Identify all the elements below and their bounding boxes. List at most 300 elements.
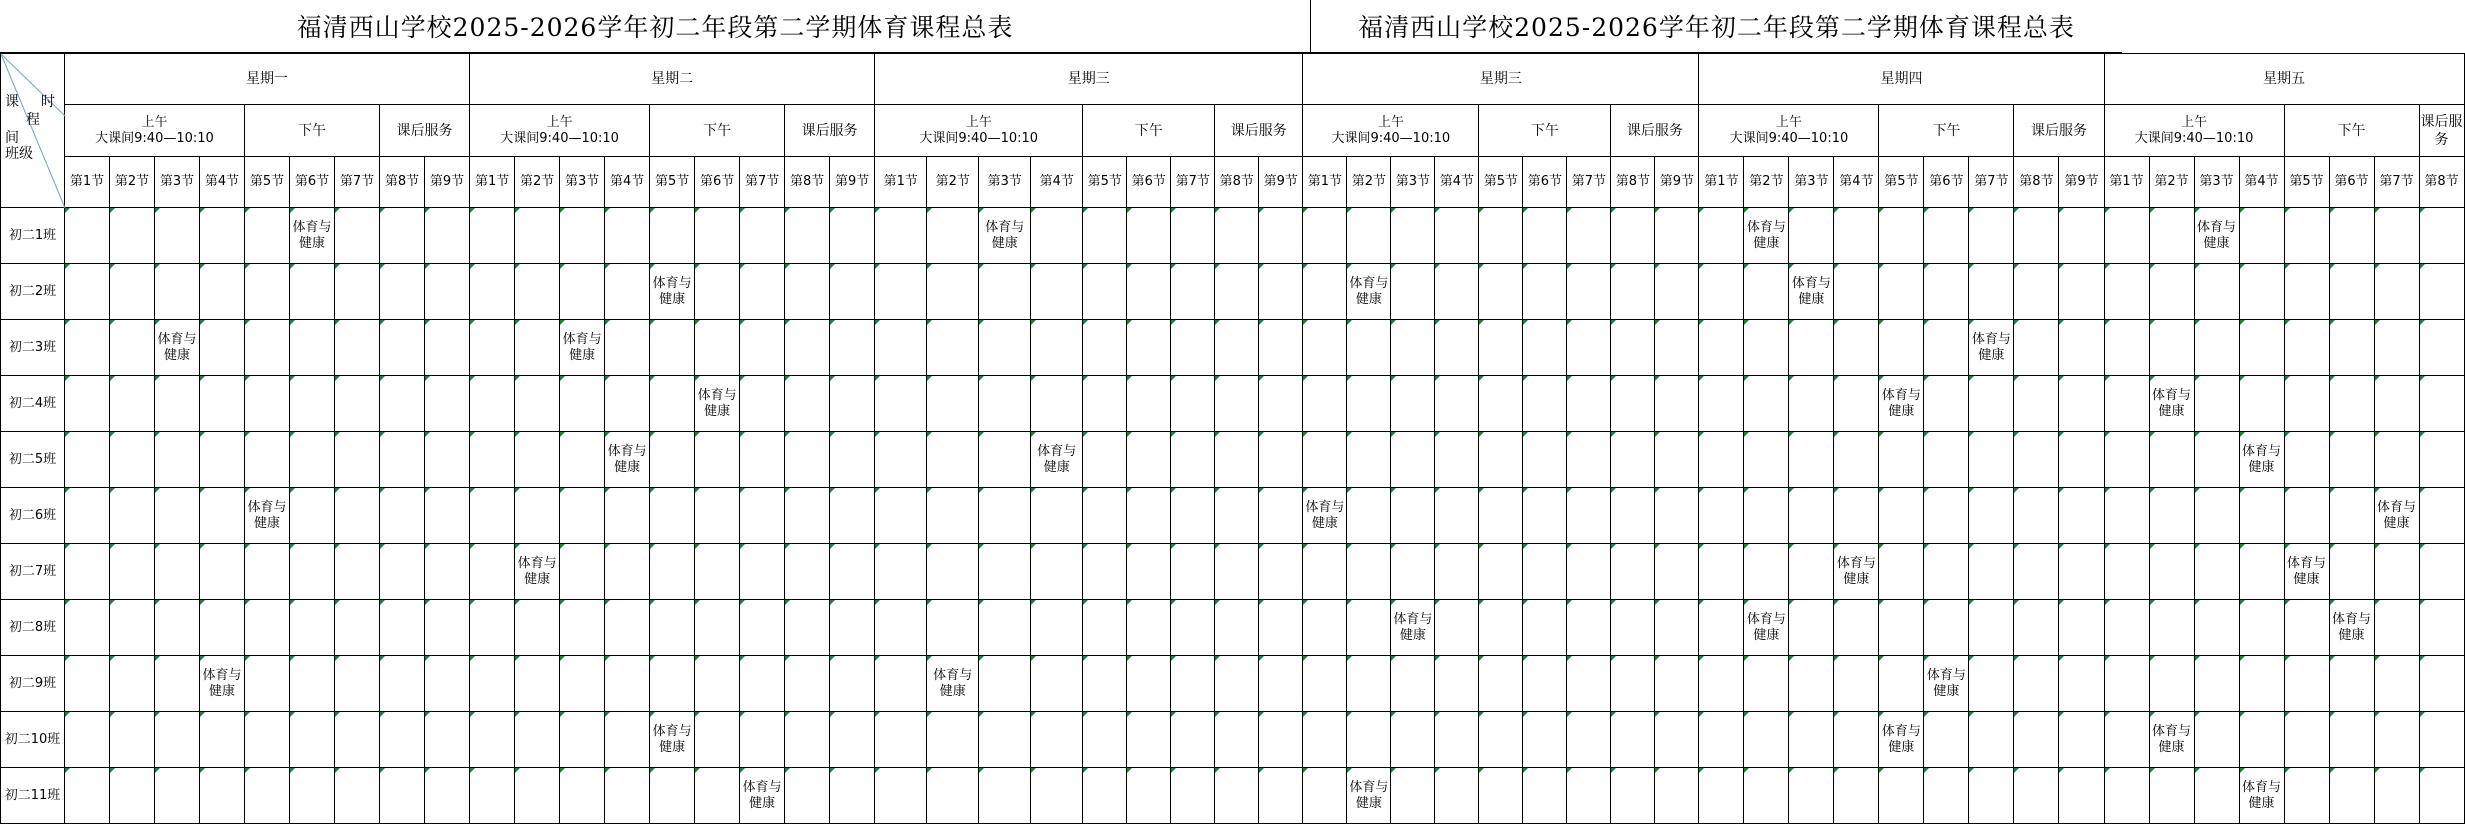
empty-slot-cell[interactable] [605,656,650,712]
empty-slot-cell[interactable] [1924,488,1969,544]
empty-slot-cell[interactable] [1031,208,1083,264]
empty-slot-cell[interactable] [560,768,605,824]
empty-slot-cell[interactable] [830,320,875,376]
empty-slot-cell[interactable] [1655,544,1699,600]
empty-slot-cell[interactable] [2194,320,2239,376]
empty-slot-cell[interactable] [1215,264,1259,320]
empty-slot-cell[interactable] [1699,208,1744,264]
empty-slot-cell[interactable] [1127,488,1171,544]
empty-slot-cell[interactable] [1879,488,1924,544]
empty-slot-cell[interactable] [425,544,470,600]
empty-slot-cell[interactable] [2149,656,2194,712]
empty-slot-cell[interactable] [1435,544,1479,600]
empty-slot-cell[interactable] [1567,656,1611,712]
empty-slot-cell[interactable] [1171,376,1215,432]
empty-slot-cell[interactable] [2014,488,2059,544]
empty-slot-cell[interactable] [560,600,605,656]
empty-slot-cell[interactable] [1303,376,1347,432]
empty-slot-cell[interactable] [1031,264,1083,320]
empty-slot-cell[interactable] [650,208,695,264]
empty-slot-cell[interactable] [1744,320,1789,376]
empty-slot-cell[interactable] [1969,768,2014,824]
empty-slot-cell[interactable] [1523,264,1567,320]
empty-slot-cell[interactable] [1924,320,1969,376]
empty-slot-cell[interactable] [65,656,110,712]
empty-slot-cell[interactable] [2149,320,2194,376]
empty-slot-cell[interactable] [200,320,245,376]
empty-slot-cell[interactable] [830,712,875,768]
empty-slot-cell[interactable] [1789,600,1834,656]
empty-slot-cell[interactable] [1347,544,1391,600]
empty-slot-cell[interactable] [875,600,927,656]
empty-slot-cell[interactable] [290,320,335,376]
empty-slot-cell[interactable] [65,376,110,432]
empty-slot-cell[interactable] [290,376,335,432]
empty-slot-cell[interactable] [2284,264,2329,320]
empty-slot-cell[interactable] [2284,208,2329,264]
empty-slot-cell[interactable] [2374,208,2419,264]
empty-slot-cell[interactable] [1699,264,1744,320]
pe-class-cell[interactable]: 体育与 健康 [1031,432,1083,488]
empty-slot-cell[interactable] [245,376,290,432]
empty-slot-cell[interactable] [2059,656,2104,712]
empty-slot-cell[interactable] [2104,656,2149,712]
empty-slot-cell[interactable] [1479,264,1523,320]
pe-class-cell[interactable]: 体育与 健康 [155,320,200,376]
empty-slot-cell[interactable] [605,600,650,656]
empty-slot-cell[interactable] [200,208,245,264]
empty-slot-cell[interactable] [1391,264,1435,320]
empty-slot-cell[interactable] [2149,488,2194,544]
empty-slot-cell[interactable] [1083,544,1127,600]
pe-class-cell[interactable]: 体育与 健康 [650,712,695,768]
empty-slot-cell[interactable] [927,712,979,768]
empty-slot-cell[interactable] [650,488,695,544]
empty-slot-cell[interactable] [1031,656,1083,712]
empty-slot-cell[interactable] [425,656,470,712]
empty-slot-cell[interactable] [740,264,785,320]
empty-slot-cell[interactable] [1523,432,1567,488]
empty-slot-cell[interactable] [2014,320,2059,376]
empty-slot-cell[interactable] [1303,264,1347,320]
empty-slot-cell[interactable] [1259,432,1303,488]
empty-slot-cell[interactable] [200,264,245,320]
empty-slot-cell[interactable] [1391,208,1435,264]
empty-slot-cell[interactable] [1171,712,1215,768]
empty-slot-cell[interactable] [695,208,740,264]
empty-slot-cell[interactable] [1435,600,1479,656]
empty-slot-cell[interactable] [470,768,515,824]
empty-slot-cell[interactable] [2014,712,2059,768]
empty-slot-cell[interactable] [1215,600,1259,656]
empty-slot-cell[interactable] [1083,208,1127,264]
empty-slot-cell[interactable] [2239,488,2284,544]
empty-slot-cell[interactable] [470,488,515,544]
empty-slot-cell[interactable] [2239,320,2284,376]
empty-slot-cell[interactable] [1259,376,1303,432]
empty-slot-cell[interactable] [1699,544,1744,600]
empty-slot-cell[interactable] [2059,376,2104,432]
empty-slot-cell[interactable] [927,376,979,432]
empty-slot-cell[interactable] [2194,656,2239,712]
empty-slot-cell[interactable] [2419,600,2464,656]
empty-slot-cell[interactable] [425,264,470,320]
empty-slot-cell[interactable] [470,208,515,264]
empty-slot-cell[interactable] [2149,544,2194,600]
pe-class-cell[interactable]: 体育与 健康 [2374,488,2419,544]
empty-slot-cell[interactable] [2104,544,2149,600]
empty-slot-cell[interactable] [2419,712,2464,768]
empty-slot-cell[interactable] [1435,712,1479,768]
empty-slot-cell[interactable] [1699,320,1744,376]
empty-slot-cell[interactable] [155,488,200,544]
empty-slot-cell[interactable] [785,264,830,320]
empty-slot-cell[interactable] [1789,208,1834,264]
empty-slot-cell[interactable] [875,488,927,544]
empty-slot-cell[interactable] [1655,432,1699,488]
empty-slot-cell[interactable] [2239,376,2284,432]
empty-slot-cell[interactable] [2419,432,2464,488]
empty-slot-cell[interactable] [1127,264,1171,320]
empty-slot-cell[interactable] [1924,208,1969,264]
empty-slot-cell[interactable] [1879,208,1924,264]
empty-slot-cell[interactable] [1303,712,1347,768]
empty-slot-cell[interactable] [560,376,605,432]
empty-slot-cell[interactable] [785,656,830,712]
empty-slot-cell[interactable] [605,320,650,376]
empty-slot-cell[interactable] [650,600,695,656]
empty-slot-cell[interactable] [290,600,335,656]
pe-class-cell[interactable]: 体育与 健康 [2239,768,2284,824]
empty-slot-cell[interactable] [1834,320,1879,376]
pe-class-cell[interactable]: 体育与 健康 [1834,544,1879,600]
empty-slot-cell[interactable] [335,432,380,488]
empty-slot-cell[interactable] [65,712,110,768]
empty-slot-cell[interactable] [560,488,605,544]
pe-class-cell[interactable]: 体育与 健康 [1303,488,1347,544]
empty-slot-cell[interactable] [200,768,245,824]
empty-slot-cell[interactable] [2239,712,2284,768]
empty-slot-cell[interactable] [695,320,740,376]
empty-slot-cell[interactable] [1924,600,1969,656]
empty-slot-cell[interactable] [1215,712,1259,768]
empty-slot-cell[interactable] [1789,712,1834,768]
empty-slot-cell[interactable] [2104,264,2149,320]
empty-slot-cell[interactable] [927,320,979,376]
empty-slot-cell[interactable] [425,488,470,544]
empty-slot-cell[interactable] [110,656,155,712]
empty-slot-cell[interactable] [1031,488,1083,544]
empty-slot-cell[interactable] [605,544,650,600]
empty-slot-cell[interactable] [65,208,110,264]
empty-slot-cell[interactable] [605,768,650,824]
empty-slot-cell[interactable] [110,544,155,600]
empty-slot-cell[interactable] [2329,488,2374,544]
empty-slot-cell[interactable] [830,544,875,600]
empty-slot-cell[interactable] [875,264,927,320]
empty-slot-cell[interactable] [1303,432,1347,488]
empty-slot-cell[interactable] [515,712,560,768]
pe-class-cell[interactable]: 体育与 健康 [245,488,290,544]
empty-slot-cell[interactable] [1969,432,2014,488]
empty-slot-cell[interactable] [2284,768,2329,824]
empty-slot-cell[interactable] [2014,656,2059,712]
empty-slot-cell[interactable] [110,712,155,768]
empty-slot-cell[interactable] [1744,488,1789,544]
empty-slot-cell[interactable] [2059,264,2104,320]
empty-slot-cell[interactable] [1523,600,1567,656]
empty-slot-cell[interactable] [2104,208,2149,264]
empty-slot-cell[interactable] [1215,488,1259,544]
empty-slot-cell[interactable] [470,544,515,600]
empty-slot-cell[interactable] [290,544,335,600]
empty-slot-cell[interactable] [515,376,560,432]
empty-slot-cell[interactable] [1924,432,1969,488]
empty-slot-cell[interactable] [927,264,979,320]
empty-slot-cell[interactable] [425,376,470,432]
pe-class-cell[interactable]: 体育与 健康 [515,544,560,600]
empty-slot-cell[interactable] [110,488,155,544]
empty-slot-cell[interactable] [1303,600,1347,656]
empty-slot-cell[interactable] [1567,712,1611,768]
empty-slot-cell[interactable] [470,320,515,376]
empty-slot-cell[interactable] [2014,600,2059,656]
empty-slot-cell[interactable] [110,264,155,320]
empty-slot-cell[interactable] [2149,208,2194,264]
empty-slot-cell[interactable] [1879,320,1924,376]
empty-slot-cell[interactable] [2374,768,2419,824]
empty-slot-cell[interactable] [1347,320,1391,376]
empty-slot-cell[interactable] [1215,656,1259,712]
empty-slot-cell[interactable] [245,712,290,768]
empty-slot-cell[interactable] [1611,544,1655,600]
empty-slot-cell[interactable] [605,488,650,544]
empty-slot-cell[interactable] [1789,544,1834,600]
empty-slot-cell[interactable] [740,320,785,376]
empty-slot-cell[interactable] [740,432,785,488]
empty-slot-cell[interactable] [1259,768,1303,824]
empty-slot-cell[interactable] [2059,768,2104,824]
empty-slot-cell[interactable] [1924,264,1969,320]
empty-slot-cell[interactable] [650,320,695,376]
empty-slot-cell[interactable] [335,488,380,544]
empty-slot-cell[interactable] [1523,376,1567,432]
empty-slot-cell[interactable] [2329,768,2374,824]
empty-slot-cell[interactable] [1969,488,2014,544]
empty-slot-cell[interactable] [1655,264,1699,320]
empty-slot-cell[interactable] [2014,264,2059,320]
empty-slot-cell[interactable] [380,656,425,712]
empty-slot-cell[interactable] [1303,768,1347,824]
empty-slot-cell[interactable] [290,488,335,544]
empty-slot-cell[interactable] [1127,656,1171,712]
empty-slot-cell[interactable] [1083,320,1127,376]
empty-slot-cell[interactable] [1834,600,1879,656]
empty-slot-cell[interactable] [2239,264,2284,320]
empty-slot-cell[interactable] [470,264,515,320]
empty-slot-cell[interactable] [1479,488,1523,544]
empty-slot-cell[interactable] [200,432,245,488]
pe-class-cell[interactable]: 体育与 健康 [200,656,245,712]
empty-slot-cell[interactable] [875,712,927,768]
pe-class-cell[interactable]: 体育与 健康 [1347,768,1391,824]
empty-slot-cell[interactable] [785,488,830,544]
empty-slot-cell[interactable] [2329,376,2374,432]
empty-slot-cell[interactable] [1479,432,1523,488]
empty-slot-cell[interactable] [290,768,335,824]
pe-class-cell[interactable]: 体育与 健康 [2149,712,2194,768]
empty-slot-cell[interactable] [2284,656,2329,712]
empty-slot-cell[interactable] [380,376,425,432]
empty-slot-cell[interactable] [1127,432,1171,488]
empty-slot-cell[interactable] [1611,208,1655,264]
pe-class-cell[interactable]: 体育与 健康 [605,432,650,488]
empty-slot-cell[interactable] [2329,432,2374,488]
empty-slot-cell[interactable] [2104,600,2149,656]
empty-slot-cell[interactable] [2059,432,2104,488]
empty-slot-cell[interactable] [785,432,830,488]
empty-slot-cell[interactable] [1969,208,2014,264]
empty-slot-cell[interactable] [560,432,605,488]
empty-slot-cell[interactable] [560,264,605,320]
empty-slot-cell[interactable] [65,320,110,376]
empty-slot-cell[interactable] [1834,264,1879,320]
empty-slot-cell[interactable] [927,600,979,656]
empty-slot-cell[interactable] [335,376,380,432]
empty-slot-cell[interactable] [1171,208,1215,264]
empty-slot-cell[interactable] [1969,600,2014,656]
empty-slot-cell[interactable] [2149,264,2194,320]
empty-slot-cell[interactable] [650,768,695,824]
empty-slot-cell[interactable] [380,544,425,600]
empty-slot-cell[interactable] [1523,768,1567,824]
pe-class-cell[interactable]: 体育与 健康 [2194,208,2239,264]
empty-slot-cell[interactable] [2194,768,2239,824]
empty-slot-cell[interactable] [110,600,155,656]
pe-class-cell[interactable]: 体育与 健康 [2239,432,2284,488]
empty-slot-cell[interactable] [515,768,560,824]
empty-slot-cell[interactable] [380,768,425,824]
empty-slot-cell[interactable] [1303,208,1347,264]
empty-slot-cell[interactable] [2104,488,2149,544]
empty-slot-cell[interactable] [155,712,200,768]
empty-slot-cell[interactable] [1744,712,1789,768]
pe-class-cell[interactable]: 体育与 健康 [650,264,695,320]
empty-slot-cell[interactable] [155,600,200,656]
empty-slot-cell[interactable] [1259,656,1303,712]
empty-slot-cell[interactable] [425,712,470,768]
empty-slot-cell[interactable] [2419,544,2464,600]
empty-slot-cell[interactable] [695,432,740,488]
empty-slot-cell[interactable] [695,656,740,712]
empty-slot-cell[interactable] [1523,712,1567,768]
empty-slot-cell[interactable] [1127,376,1171,432]
empty-slot-cell[interactable] [470,656,515,712]
empty-slot-cell[interactable] [1611,656,1655,712]
pe-class-cell[interactable]: 体育与 健康 [1789,264,1834,320]
empty-slot-cell[interactable] [1969,376,2014,432]
empty-slot-cell[interactable] [2419,768,2464,824]
empty-slot-cell[interactable] [470,712,515,768]
empty-slot-cell[interactable] [200,488,245,544]
empty-slot-cell[interactable] [2329,264,2374,320]
empty-slot-cell[interactable] [875,432,927,488]
empty-slot-cell[interactable] [380,488,425,544]
empty-slot-cell[interactable] [2374,320,2419,376]
empty-slot-cell[interactable] [1347,488,1391,544]
empty-slot-cell[interactable] [2194,264,2239,320]
empty-slot-cell[interactable] [2059,600,2104,656]
empty-slot-cell[interactable] [380,264,425,320]
pe-class-cell[interactable]: 体育与 健康 [1879,712,1924,768]
empty-slot-cell[interactable] [1435,656,1479,712]
empty-slot-cell[interactable] [650,544,695,600]
empty-slot-cell[interactable] [1171,768,1215,824]
empty-slot-cell[interactable] [1171,488,1215,544]
empty-slot-cell[interactable] [245,264,290,320]
empty-slot-cell[interactable] [695,712,740,768]
empty-slot-cell[interactable] [110,208,155,264]
pe-class-cell[interactable]: 体育与 健康 [927,656,979,712]
empty-slot-cell[interactable] [695,544,740,600]
empty-slot-cell[interactable] [1127,712,1171,768]
pe-class-cell[interactable]: 体育与 健康 [2149,376,2194,432]
pe-class-cell[interactable]: 体育与 健康 [2284,544,2329,600]
empty-slot-cell[interactable] [245,600,290,656]
empty-slot-cell[interactable] [425,600,470,656]
empty-slot-cell[interactable] [2329,208,2374,264]
empty-slot-cell[interactable] [155,208,200,264]
empty-slot-cell[interactable] [1523,208,1567,264]
empty-slot-cell[interactable] [1567,208,1611,264]
empty-slot-cell[interactable] [1215,208,1259,264]
empty-slot-cell[interactable] [1215,544,1259,600]
empty-slot-cell[interactable] [425,432,470,488]
empty-slot-cell[interactable] [927,488,979,544]
empty-slot-cell[interactable] [335,208,380,264]
empty-slot-cell[interactable] [1611,320,1655,376]
empty-slot-cell[interactable] [1567,432,1611,488]
empty-slot-cell[interactable] [1879,600,1924,656]
empty-slot-cell[interactable] [1655,768,1699,824]
empty-slot-cell[interactable] [830,768,875,824]
empty-slot-cell[interactable] [1744,544,1789,600]
empty-slot-cell[interactable] [1744,432,1789,488]
empty-slot-cell[interactable] [1611,600,1655,656]
empty-slot-cell[interactable] [335,768,380,824]
empty-slot-cell[interactable] [1834,712,1879,768]
empty-slot-cell[interactable] [515,320,560,376]
empty-slot-cell[interactable] [1523,544,1567,600]
pe-class-cell[interactable]: 体育与 健康 [1879,376,1924,432]
empty-slot-cell[interactable] [2374,600,2419,656]
empty-slot-cell[interactable] [1259,488,1303,544]
empty-slot-cell[interactable] [1924,376,1969,432]
empty-slot-cell[interactable] [1789,320,1834,376]
empty-slot-cell[interactable] [1699,600,1744,656]
empty-slot-cell[interactable] [1567,376,1611,432]
empty-slot-cell[interactable] [1789,656,1834,712]
empty-slot-cell[interactable] [1259,208,1303,264]
empty-slot-cell[interactable] [1083,712,1127,768]
empty-slot-cell[interactable] [290,264,335,320]
empty-slot-cell[interactable] [425,208,470,264]
empty-slot-cell[interactable] [2284,600,2329,656]
empty-slot-cell[interactable] [155,264,200,320]
empty-slot-cell[interactable] [1523,656,1567,712]
empty-slot-cell[interactable] [605,376,650,432]
empty-slot-cell[interactable] [830,208,875,264]
